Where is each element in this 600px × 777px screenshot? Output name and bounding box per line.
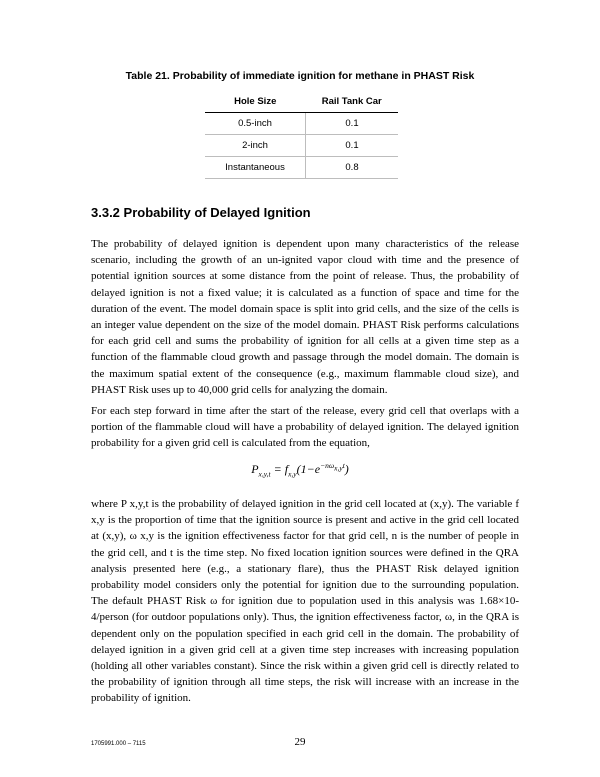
table-cell-probability: 0.1: [306, 113, 399, 135]
table-header-row: [205, 90, 398, 113]
ignition-probability-table: [205, 90, 398, 179]
column-header-hole-size: Hole Size: [205, 90, 306, 113]
paragraph-delayed-ignition-intro: The probability of delayed ignition is dependent upon many characteristics of the release scenario, including the growth of an un-ignited vapor cloud with time and the presence of potential ignition sources at some distance from the point of release. Thus, the probability of delayed ignition is not a fixed value; it is calculated as a function of space and time for the duration of the event. The model domain space is split into grid cells, and the size of the cells is an integer value dependent on the size of the model domain. PHAST Risk performs calculations for each grid cell and sums the probability of ignition for all cells at a given time step as a function of the flammable cloud growth and passage through the model domain. The domain is the maximum spatial extent of the consequence (e.g., maximum flammable cloud size), and PHAST Risk uses up to 40,000 grid cells for analyzing the domain.: [91, 238, 519, 396]
equation-exponent-t: t: [342, 461, 345, 470]
equation-f: f: [284, 462, 289, 476]
section-heading: 3.3.2 Probability of Delayed Ignition: [91, 205, 311, 220]
table-row: [205, 157, 398, 179]
equation-open: (1−e: [296, 462, 321, 476]
equation-lhs: P: [251, 462, 259, 476]
equation-close: ): [344, 462, 349, 476]
equation-lhs-subscript: x,y,t: [258, 469, 271, 479]
ignition-equation: [0, 461, 600, 478]
equation-equals: =: [270, 462, 285, 476]
table-cell-hole-size: Instantaneous: [205, 157, 306, 179]
table-row: [205, 113, 398, 135]
table-cell-probability: 0.1: [306, 135, 399, 157]
table-row: [205, 135, 398, 157]
table-cell-hole-size: 0.5-inch: [205, 113, 306, 135]
equation-f-subscript: x,y: [288, 469, 297, 479]
paragraph-variable-definitions: where P x,y,t is the probability of delayed ignition in the grid cell located at (x,y). The variable f x,y is the proportion of time that the ignition source is present and active in the grid cell located at (x,y), ω x,y is the ignition effectiveness factor for that grid cell, n is the number of people in the grid cell, and t is the time step. No fixed location ignition sources were defined in the QRA analysis presented here (e.g., a stationary flare), thus the PHAST Risk delayed ignition probability model considers only the potential for ignition due to the surrounding population. The default PHAST Risk ω for ignition due to population used in this analysis was 1.68×10-4/person (for outdoor populations only). Thus, the ignition effectiveness factor, ω, in the QRA is dependent only on the population specified in each grid cell in the domain. The probability of delayed ignition in a given grid cell at a given time step increases with increasing population (holding all other variables constant). Since the risk within a given grid cell is directly related to the probability of ignition through all time steps, the risk will increase with an increase in the probability of ignition.: [91, 498, 519, 705]
equation-exponent-base: −nω: [320, 461, 335, 470]
table-cell-probability: 0.8: [306, 157, 399, 179]
column-header-rail-tank-car: Rail Tank Car: [306, 90, 399, 113]
table-cell-hole-size: 2-inch: [205, 135, 306, 157]
paragraph-grid-cell-step: For each step forward in time after the start of the release, every grid cell that overlaps with a portion of the flammable cloud will have a probability of delayed ignition. The delayed ignition probability for a given grid cell is calculated from the equation,: [91, 405, 519, 450]
equation-exponent-subscript: x,y: [334, 463, 343, 473]
table-caption: Table 21. Probability of immediate ignition for methane in PHAST Risk: [125, 70, 475, 82]
document-id: 1705991.000 – 7115: [91, 741, 146, 747]
equation-exponent: [320, 461, 345, 473]
page-number: 29: [294, 736, 306, 748]
